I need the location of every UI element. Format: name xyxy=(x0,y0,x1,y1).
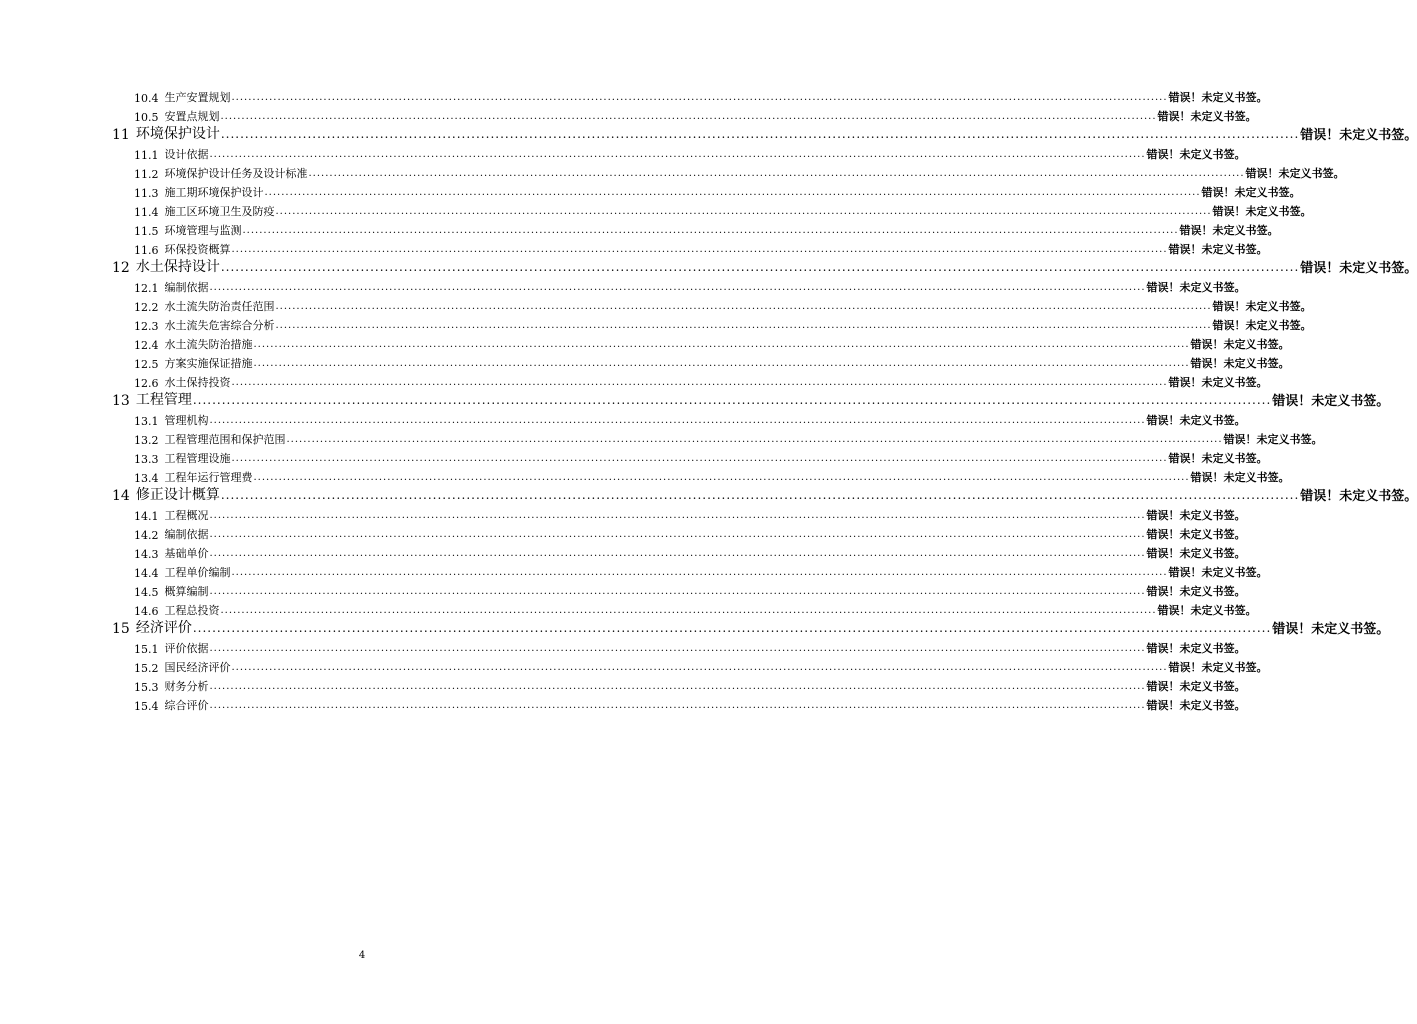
toc-entry-number: 15.2 xyxy=(134,662,159,675)
toc-entry-number: 12.1 xyxy=(134,282,159,295)
toc-leader-dots: ................................................................................................................................................................................................................................ xyxy=(231,567,1168,578)
toc-leader-dots: ................................................................................................................................................................................................................................ xyxy=(220,260,1300,274)
toc-leader-dots: ................................................................................................................................................................................................................................ xyxy=(253,339,1190,350)
toc-leader-dots: ................................................................................................................................................................................................................................ xyxy=(231,662,1168,673)
toc-entry-title: 财务分析 xyxy=(164,680,209,693)
toc-leader-dots: ................................................................................................................................................................................................................................ xyxy=(231,377,1168,388)
toc-entry-title: 基础单价 xyxy=(164,547,209,560)
toc-leader-dots: ................................................................................................................................................................................................................................ xyxy=(253,358,1190,369)
toc-entry-number: 14 xyxy=(112,488,130,504)
toc-entry-title: 国民经济评价 xyxy=(164,661,231,674)
toc-leader-dots: ................................................................................................................................................................................................................................ xyxy=(231,244,1168,255)
toc-entry-title: 工程管理设施 xyxy=(164,452,231,465)
toc-entry-page-ref: 错误！未定义书签。 xyxy=(1168,452,1268,465)
toc-section-entry[interactable] xyxy=(112,314,1312,333)
toc-entry-number: 13.4 xyxy=(134,472,159,485)
toc-section-entry[interactable] xyxy=(112,599,1257,618)
toc-entry-number: 15.3 xyxy=(134,681,159,694)
toc-leader-dots: ................................................................................................................................................................................................................................ xyxy=(242,225,1179,236)
toc-section-entry[interactable] xyxy=(112,409,1246,428)
toc-entry-title: 环境保护设计任务及设计标准 xyxy=(164,167,308,180)
toc-entry-number: 11.3 xyxy=(134,187,159,200)
toc-entry-title: 水土流失防治措施 xyxy=(164,338,253,351)
toc-entry-title: 水土流失危害综合分析 xyxy=(164,319,275,332)
toc-section-entry[interactable] xyxy=(112,295,1312,314)
toc-leader-dots: ................................................................................................................................................................................................................................ xyxy=(275,301,1212,312)
toc-entry-number: 13.2 xyxy=(134,434,159,447)
toc-entry-title: 工程管理 xyxy=(135,392,192,408)
toc-entry-number: 12.3 xyxy=(134,320,159,333)
toc-entry-page-ref: 错误！未定义书签。 xyxy=(1300,128,1417,143)
toc-entry-page-ref: 错误！未定义书签。 xyxy=(1146,547,1246,560)
toc-leader-dots: ................................................................................................................................................................................................................................ xyxy=(209,415,1146,426)
toc-entry-number: 14.1 xyxy=(134,510,159,523)
toc-entry-number: 13.1 xyxy=(134,415,159,428)
toc-entry-page-ref: 错误！未定义书签。 xyxy=(1146,642,1246,655)
toc-section-entry[interactable] xyxy=(112,333,1290,352)
toc-entry-title: 工程单价编制 xyxy=(164,566,231,579)
toc-leader-dots: ................................................................................................................................................................................................................................ xyxy=(209,700,1146,711)
toc-entry-page-ref: 错误！未定义书签。 xyxy=(1179,224,1279,237)
toc-entry-title: 工程概况 xyxy=(164,509,209,522)
toc-entry-number: 14.2 xyxy=(134,529,159,542)
toc-leader-dots: ................................................................................................................................................................................................................................ xyxy=(192,621,1272,635)
toc-entry-number: 11.4 xyxy=(134,206,159,219)
toc-section-entry[interactable] xyxy=(112,105,1257,124)
toc-leader-dots: ................................................................................................................................................................................................................................ xyxy=(209,548,1146,559)
toc-entry-page-ref: 错误！未定义书签。 xyxy=(1190,471,1290,484)
toc-entry-title: 管理机构 xyxy=(164,414,209,427)
toc-entry-number: 15.1 xyxy=(134,643,159,656)
toc-entry-page-ref: 错误！未定义书签。 xyxy=(1157,110,1257,123)
toc-entry-page-ref: 错误！未定义书签。 xyxy=(1272,622,1390,637)
toc-entry-page-ref: 错误！未定义书签。 xyxy=(1300,489,1417,504)
toc-entry-page-ref: 错误！未定义书签。 xyxy=(1168,661,1268,674)
toc-section-entry[interactable] xyxy=(112,580,1246,599)
toc-entry-number: 13.3 xyxy=(134,453,159,466)
toc-entry-title: 设计依据 xyxy=(164,148,209,161)
toc-entry-title: 环保投资概算 xyxy=(164,243,231,256)
toc-entry-page-ref: 错误！未定义书签。 xyxy=(1146,414,1246,427)
toc-entry-title: 水土保持投资 xyxy=(164,376,231,389)
toc-leader-dots: ................................................................................................................................................................................................................................ xyxy=(220,111,1157,122)
toc-entry-number: 15 xyxy=(112,621,130,637)
toc-entry-title: 环境管理与监测 xyxy=(164,224,242,237)
toc-section-entry[interactable] xyxy=(112,276,1246,295)
toc-entry-page-ref: 错误！未定义书签。 xyxy=(1146,585,1246,598)
toc-section-entry[interactable] xyxy=(112,504,1246,523)
toc-entry-number: 10.5 xyxy=(134,111,159,124)
toc-section-entry[interactable] xyxy=(112,542,1246,561)
toc-entry-number: 11.1 xyxy=(134,149,159,162)
toc-entry-title: 安置点规划 xyxy=(164,110,220,123)
toc-entry-page-ref: 错误！未定义书签。 xyxy=(1272,394,1390,409)
toc-entry-title: 编制依据 xyxy=(164,528,209,541)
toc-entry-number: 10.4 xyxy=(134,92,159,105)
toc-leader-dots: ................................................................................................................................................................................................................................ xyxy=(220,488,1300,502)
toc-section-entry[interactable] xyxy=(112,561,1268,580)
toc-entry-number: 11.2 xyxy=(134,168,159,181)
toc-entry-title: 经济评价 xyxy=(135,620,192,636)
toc-section-entry[interactable] xyxy=(112,466,1290,485)
toc-section-entry[interactable] xyxy=(112,162,1345,181)
toc-chapter-entry[interactable] xyxy=(112,485,1417,504)
toc-entry-number: 12.2 xyxy=(134,301,159,314)
toc-chapter-entry[interactable] xyxy=(112,618,1390,637)
toc-leader-dots: ................................................................................................................................................................................................................................ xyxy=(209,149,1146,160)
toc-entry-page-ref: 错误！未定义书签。 xyxy=(1190,338,1290,351)
toc-entry-number: 11 xyxy=(112,127,130,143)
toc-section-entry[interactable] xyxy=(112,656,1268,675)
toc-entry-title: 水土保持设计 xyxy=(135,259,220,275)
toc-entry-number: 14.5 xyxy=(134,586,159,599)
toc-entry-page-ref: 错误！未定义书签。 xyxy=(1146,509,1246,522)
toc-section-entry[interactable] xyxy=(112,447,1268,466)
toc-leader-dots: ................................................................................................................................................................................................................................ xyxy=(253,472,1190,483)
toc-leader-dots: ................................................................................................................................................................................................................................ xyxy=(209,282,1146,293)
toc-section-entry[interactable] xyxy=(112,352,1290,371)
toc-section-entry[interactable] xyxy=(112,86,1268,105)
toc-leader-dots: ................................................................................................................................................................................................................................ xyxy=(231,453,1168,464)
toc-leader-dots: ................................................................................................................................................................................................................................ xyxy=(275,320,1212,331)
toc-entry-title: 方案实施保证措施 xyxy=(164,357,253,370)
toc-leader-dots: ................................................................................................................................................................................................................................ xyxy=(209,529,1146,540)
toc-leader-dots: ................................................................................................................................................................................................................................ xyxy=(220,127,1300,141)
toc-entry-title: 评价依据 xyxy=(164,642,209,655)
toc-chapter-entry[interactable] xyxy=(112,257,1417,276)
toc-section-entry[interactable] xyxy=(112,200,1312,219)
toc-entry-title: 工程总投资 xyxy=(164,604,220,617)
toc-entry-page-ref: 错误！未定义书签。 xyxy=(1245,167,1345,180)
toc-section-entry[interactable] xyxy=(112,143,1246,162)
toc-entry-page-ref: 错误！未定义书签。 xyxy=(1146,148,1246,161)
toc-entry-number: 11.5 xyxy=(134,225,159,238)
toc-entry-title: 修正设计概算 xyxy=(135,487,220,503)
toc-entry-title: 施工区环境卫生及防疫 xyxy=(164,205,275,218)
toc-entry-page-ref: 错误！未定义书签。 xyxy=(1300,261,1417,276)
toc-entry-number: 13 xyxy=(112,393,130,409)
toc-section-entry[interactable] xyxy=(112,238,1268,257)
toc-entry-title: 生产安置规划 xyxy=(164,91,231,104)
toc-entry-page-ref: 错误！未定义书签。 xyxy=(1190,357,1290,370)
toc-entry-number: 12.5 xyxy=(134,358,159,371)
toc-entry-number: 12.6 xyxy=(134,377,159,390)
table-of-contents xyxy=(112,86,1417,713)
toc-leader-dots: ................................................................................................................................................................................................................................ xyxy=(231,92,1168,103)
toc-entry-page-ref: 错误！未定义书签。 xyxy=(1146,699,1246,712)
toc-leader-dots: ................................................................................................................................................................................................................................ xyxy=(209,681,1146,692)
toc-entry-title: 环境保护设计 xyxy=(135,126,220,142)
toc-entry-page-ref: 错误！未定义书签。 xyxy=(1146,528,1246,541)
toc-entry-title: 综合评价 xyxy=(164,699,209,712)
toc-section-entry[interactable] xyxy=(112,637,1246,656)
toc-section-entry[interactable] xyxy=(112,371,1268,390)
toc-leader-dots: ................................................................................................................................................................................................................................ xyxy=(209,510,1146,521)
toc-entry-number: 14.6 xyxy=(134,605,159,618)
toc-leader-dots: ................................................................................................................................................................................................................................ xyxy=(286,434,1223,445)
toc-section-entry[interactable] xyxy=(112,694,1246,713)
toc-entry-title: 水土流失防治责任范围 xyxy=(164,300,275,313)
toc-entry-title: 概算编制 xyxy=(164,585,209,598)
toc-entry-page-ref: 错误！未定义书签。 xyxy=(1212,205,1312,218)
toc-leader-dots: ................................................................................................................................................................................................................................ xyxy=(275,206,1212,217)
toc-leader-dots: ................................................................................................................................................................................................................................ xyxy=(192,393,1272,407)
toc-entry-page-ref: 错误！未定义书签。 xyxy=(1223,433,1323,446)
toc-section-entry[interactable] xyxy=(112,428,1323,447)
toc-chapter-entry[interactable] xyxy=(112,124,1417,143)
toc-section-entry[interactable] xyxy=(112,675,1246,694)
toc-entry-number: 12 xyxy=(112,260,130,276)
toc-entry-page-ref: 错误！未定义书签。 xyxy=(1146,281,1246,294)
toc-entry-page-ref: 错误！未定义书签。 xyxy=(1168,376,1268,389)
toc-entry-page-ref: 错误！未定义书签。 xyxy=(1168,566,1268,579)
toc-entry-title: 编制依据 xyxy=(164,281,209,294)
toc-entry-number: 14.3 xyxy=(134,548,159,561)
toc-leader-dots: ................................................................................................................................................................................................................................ xyxy=(209,643,1146,654)
toc-leader-dots: ................................................................................................................................................................................................................................ xyxy=(264,187,1201,198)
toc-section-entry[interactable] xyxy=(112,523,1246,542)
page-number: 4 xyxy=(358,950,366,961)
toc-entry-number: 12.4 xyxy=(134,339,159,352)
toc-entry-page-ref: 错误！未定义书签。 xyxy=(1168,91,1268,104)
toc-entry-number: 11.6 xyxy=(134,244,159,257)
toc-section-entry[interactable] xyxy=(112,181,1301,200)
toc-entry-title: 施工期环境保护设计 xyxy=(164,186,264,199)
toc-entry-page-ref: 错误！未定义书签。 xyxy=(1157,604,1257,617)
toc-entry-page-ref: 错误！未定义书签。 xyxy=(1201,186,1301,199)
toc-entry-page-ref: 错误！未定义书签。 xyxy=(1146,680,1246,693)
toc-entry-page-ref: 错误！未定义书签。 xyxy=(1212,300,1312,313)
toc-entry-title: 工程年运行管理费 xyxy=(164,471,253,484)
toc-section-entry[interactable] xyxy=(112,219,1279,238)
toc-chapter-entry[interactable] xyxy=(112,390,1390,409)
toc-leader-dots: ................................................................................................................................................................................................................................ xyxy=(308,168,1245,179)
toc-entry-title: 工程管理范围和保护范围 xyxy=(164,433,286,446)
toc-entry-number: 15.4 xyxy=(134,700,159,713)
toc-leader-dots: ................................................................................................................................................................................................................................ xyxy=(220,605,1157,616)
toc-entry-number: 14.4 xyxy=(134,567,159,580)
toc-leader-dots: ................................................................................................................................................................................................................................ xyxy=(209,586,1146,597)
toc-entry-page-ref: 错误！未定义书签。 xyxy=(1212,319,1312,332)
toc-entry-page-ref: 错误！未定义书签。 xyxy=(1168,243,1268,256)
